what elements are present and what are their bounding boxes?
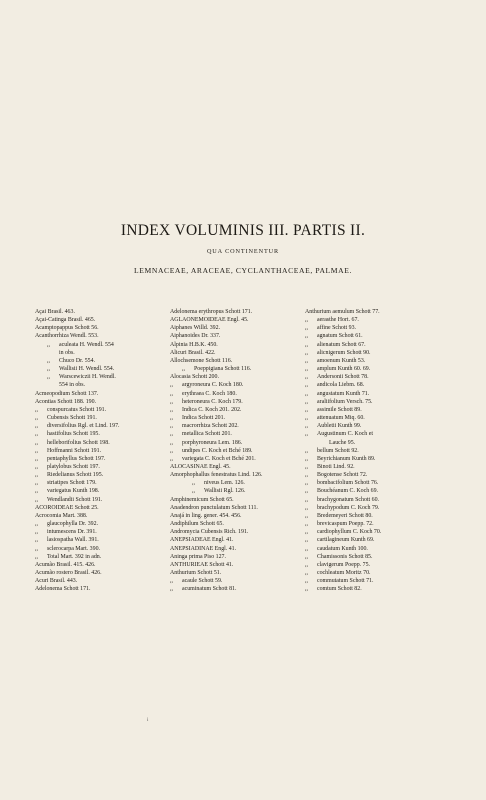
entry-text: Aiphanoides Dr. 337. [170,333,221,340]
index-entry [170,414,306,422]
entry-text: Hoffmanni Schott 191. [47,447,102,454]
ditto-mark: ,, [170,439,173,446]
entry-text: cardiophyllum C. Koch 70. [317,529,382,536]
ditto-mark: ,, [305,333,308,340]
index-entry [305,512,441,520]
index-entry [35,332,171,340]
entry-text: hastifolius Schott 195. [47,431,100,438]
index-entry [35,349,171,357]
index-entry [305,577,441,585]
entry-text: Anadendron punctulatum Schott 111. [170,504,258,511]
index-entry [35,585,171,593]
families-heading: LEMNACEAE, ARACEAE, CYCLANTHACEAE, PALMAE. [134,266,352,275]
index-entry [170,349,306,357]
index-entry [35,528,171,536]
index-entry [35,406,171,414]
entry-text: brachygonatum Schott 60. [317,496,380,503]
entry-text: Indica Schott 201. [182,415,226,422]
entry-text: Bredemeyeri Schott 80. [317,512,373,519]
ditto-mark: ,, [35,415,38,422]
ditto-mark: ,, [305,488,308,495]
entry-text: heteroneura C. Koch 179. [182,398,243,405]
entry-text: metallica Schott 201. [182,431,232,438]
ditto-mark: ,, [35,553,38,560]
index-column-1 [35,308,171,593]
ditto-mark: ,, [305,561,308,568]
entry-text: 554 in obs. [59,382,86,389]
index-entry [305,487,441,495]
ditto-mark: ,, [35,480,38,487]
index-entry [305,455,441,463]
entry-text: cartilagineum Kunth 69. [317,537,375,544]
index-entry [170,479,306,487]
index-entry [170,471,306,479]
entry-text: affine Schott 93. [317,325,356,332]
entry-text: Poeppigiana Schott 116. [194,366,252,373]
entry-text: Augustinum C. Koch et [317,431,373,438]
entry-text: variegatus Kunth 198. [47,488,100,495]
index-entry [35,471,171,479]
index-entry [170,381,306,389]
index-entry [35,504,171,512]
index-entry [170,390,306,398]
ditto-mark: ,, [35,423,38,430]
entry-text: Aiphanes Willd. 392. [170,325,221,332]
entry-text: Adelonema Schott 171. [35,586,91,593]
index-entry [35,545,171,553]
index-entry [305,422,441,430]
entry-text: Beyrichianum Kunth 89. [317,455,376,462]
ditto-mark: ,, [35,496,38,503]
entry-text: Aubletii Kunth 99. [317,423,362,430]
entry-text: Acmeopodium Schott 137. [35,390,99,397]
ditto-mark: ,, [182,366,185,373]
ditto-mark: ,, [305,537,308,544]
ditto-mark: ,, [305,480,308,487]
ditto-mark: ,, [35,431,38,438]
index-entry [305,357,441,365]
entry-text: ANEPSIADEAE Engl. 41. [170,537,234,544]
index-entry [170,373,306,381]
entry-text: Alpinia H.B.K. 450. [170,341,218,348]
index-entry [170,463,306,471]
ditto-mark: ,, [35,406,38,413]
entry-text: bombacifolium Schott 76. [317,480,379,487]
index-entry [35,381,171,389]
index-entry [170,316,306,324]
ditto-mark: ,, [305,447,308,454]
entry-text: andicola Liebm. 68. [317,382,365,389]
entry-text: assimile Schott 89. [317,406,362,413]
index-entry [35,341,171,349]
entry-text: platylobus Schott 197. [47,463,100,470]
index-entry [305,504,441,512]
ditto-mark: ,, [305,382,308,389]
entry-text: diversifolius Rgl. et Lind. 197. [47,423,120,430]
index-entry [305,528,441,536]
entry-text: Total Mart. 392 in adn. [47,553,102,560]
index-entry [305,569,441,577]
entry-text: Acrocomia Mart. 388. [35,512,88,519]
entry-text: pentaphyllus Schott 197. [47,455,106,462]
index-entry [305,545,441,553]
index-entry [305,439,441,447]
index-entry [35,553,171,561]
entry-text: glaucophylla Dr. 392. [47,521,99,528]
ditto-mark: ,, [35,447,38,454]
ditto-mark: ,, [35,439,38,446]
entry-text: Riedelianus Schott 195. [47,472,104,479]
index-entry [35,308,171,316]
ditto-mark: ,, [47,366,50,373]
entry-text: variegata C. Koch et Bché 201. [182,455,256,462]
ditto-mark: ,, [170,415,173,422]
ditto-mark: ,, [170,586,173,593]
ditto-mark: ,, [35,463,38,470]
index-entry [305,390,441,398]
index-entry [305,373,441,381]
entry-text: aculeata H. Wendl. 554 [59,341,114,348]
ditto-mark: ,, [305,325,308,332]
index-entry [305,341,441,349]
ditto-mark: ,, [305,390,308,397]
entry-text: Acumão rostero Brasil. 426. [35,570,102,576]
index-entry [170,504,306,512]
entry-text: Allochsemone Schott 116. [170,357,233,364]
entry-text: sclerocarpa Mart. 390. [47,545,100,552]
entry-text: angustatum Kunth 71. [317,390,370,397]
entry-text: ANTHURIEAE Schott 41. [170,561,234,568]
ditto-mark: ,, [192,480,195,487]
ditto-mark: ,, [305,455,308,462]
index-entry [305,471,441,479]
ditto-mark: ,, [170,578,173,585]
index-entry [35,439,171,447]
index-entry [305,536,441,544]
index-entry [170,520,306,528]
ditto-mark: ,, [305,512,308,519]
entry-text: Bouchéanum C. Koch 69. [317,488,379,495]
ditto-mark: ,, [305,529,308,536]
index-entry [35,463,171,471]
index-entry [305,585,441,593]
entry-text: ACOROIDEAE Schott 25. [35,504,99,511]
ditto-mark: ,, [35,472,38,479]
ditto-mark: ,, [170,447,173,454]
entry-text: Alocasia Schott 200. [170,374,219,381]
index-entry [305,479,441,487]
index-entry [35,487,171,495]
ditto-mark: ,, [35,537,38,544]
index-entry [170,528,306,536]
index-entry [305,308,441,316]
index-entry [170,332,306,340]
ditto-mark: ,, [305,570,308,576]
index-entry [170,512,306,520]
index-entry [170,536,306,544]
entry-text: Andromycia Cubensis Rich. 191. [170,529,249,536]
index-entry [35,569,171,577]
index-entry [170,447,306,455]
ditto-mark: ,, [35,455,38,462]
entry-text: commutatum Schott 71. [317,578,374,585]
ditto-mark: ,, [170,406,173,413]
entry-text: bellum Schott 92. [317,447,359,454]
entry-text: Andiphilum Schott 65. [170,521,224,528]
entry-text: Acumão Brasil. 415. 426. [35,561,96,568]
entry-text: Wallisii Rgl. 126. [204,488,246,495]
index-entry [305,520,441,528]
ditto-mark: ,, [305,357,308,364]
ditto-mark: ,, [35,529,38,536]
ditto-mark: ,, [192,488,195,495]
entry-text: Anthurium Schott 51. [170,570,222,576]
index-entry [170,398,306,406]
page-title: INDEX VOLUMINIS III. PARTIS II. [120,222,366,239]
index-entry [35,430,171,438]
ditto-mark: ,, [305,521,308,528]
entry-text: Anajá in ling. gener. 454. 456. [170,512,242,519]
entry-text: Acamptopappus Schott 56. [35,325,99,332]
entry-text: Indica C. Koch 201. 202. [182,406,242,413]
ditto-mark: ,, [305,472,308,479]
entry-text: brachypodum C. Koch 79. [317,504,380,511]
entry-text: Lauche 95. [329,439,356,446]
entry-text: erythraea C. Koch 180. [182,390,237,397]
entry-text: acaule Schott 59. [182,578,223,585]
ditto-mark: ,, [35,545,38,552]
index-entry [35,577,171,585]
entry-text: caudatum Kunth 100. [317,545,368,552]
index-entry [35,357,171,365]
entry-text: Açai-Catinga Brasil. 465. [35,317,96,324]
entry-text: Chamissonis Schott 85. [317,553,373,560]
ditto-mark: ,, [305,349,308,356]
ditto-mark: ,, [305,317,308,324]
ditto-mark: ,, [305,553,308,560]
index-entry [170,308,306,316]
entry-text: macrorrhiza Schott 202. [182,423,239,430]
entry-text: Acanthorrhiza Wendl. 553. [35,333,99,340]
index-entry [35,365,171,373]
index-entry [35,512,171,520]
page-mark: i [147,718,149,723]
entry-text: Chuco Dr. 554. [59,357,95,364]
index-entry [305,332,441,340]
index-entry [170,455,306,463]
entry-text: lasiospatha Wall. 391. [47,537,99,544]
ditto-mark: ,, [305,504,308,511]
index-entry [170,496,306,504]
entry-text: Amphinemicum Schott 65. [170,496,234,503]
index-column-2 [170,308,306,593]
ditto-mark: ,, [305,431,308,438]
index-entry [35,536,171,544]
entry-text: comtum Schott 82. [317,586,362,593]
entry-text: Adelonema erythropus Schott 171. [170,309,253,315]
entry-text: conspurcatus Schott 191. [47,406,107,413]
index-entry [170,487,306,495]
page-subtitle: QUA CONTINENTUR [206,248,280,255]
index-entry [35,390,171,398]
ditto-mark: ,, [35,488,38,495]
index-entry [35,373,171,381]
ditto-mark: ,, [35,521,38,528]
index-entry [170,585,306,593]
index-entry [35,398,171,406]
index-entry [170,577,306,585]
index-entry [305,365,441,373]
entry-text: Açai Brasil. 463. [35,309,75,315]
ditto-mark: ,, [305,586,308,593]
entry-text: alicnigerum Schott 90. [317,349,371,356]
entry-text: Aninga prima Piso 127. [170,553,226,560]
ditto-mark: ,, [305,366,308,373]
ditto-mark: ,, [305,341,308,348]
index-entry [305,398,441,406]
entry-text: AGLAONEMOIDEAE Engl. 45. [170,317,249,324]
index-entry [170,439,306,447]
ditto-mark: ,, [305,496,308,503]
entry-text: acuminatum Schott 81. [182,586,237,593]
entry-text: Cubensis Schott 191. [47,415,97,422]
ditto-mark: ,, [305,463,308,470]
index-entry [170,561,306,569]
index-entry [305,381,441,389]
index-entry [35,422,171,430]
entry-text: argyroneura C. Koch 180. [182,382,244,389]
index-entry [305,349,441,357]
index-entry [170,545,306,553]
entry-text: helleborifolius Schott 198. [47,439,110,446]
index-entry [170,341,306,349]
entry-text: attenuatum Miq. 60. [317,415,365,422]
index-entry [35,479,171,487]
entry-text: agnatum Schott 61. [317,333,363,340]
entry-text: striatipes Schott 179. [47,480,97,487]
ditto-mark: ,, [47,341,50,348]
index-entry [35,496,171,504]
entry-text: aerasthe Hort. 67. [317,317,359,324]
entry-text: ANEPSIADINAE Engl. 41. [170,545,237,552]
entry-text: Alicuri Brasil. 422. [170,349,216,356]
index-entry [35,414,171,422]
index-entry [170,365,306,373]
index-entry [170,553,306,561]
ditto-mark: ,, [170,431,173,438]
entry-text: Wendlandii Schott 191. [47,496,103,503]
ditto-mark: ,, [170,423,173,430]
entry-text: Bogotense Schott 72. [317,472,368,479]
ditto-mark: ,, [170,390,173,397]
entry-text: Amorphophallus fenestratus Lind. 126. [170,472,263,479]
index-column-3 [305,308,441,593]
ditto-mark: ,, [47,357,50,364]
index-entry [170,569,306,577]
entry-text: in obs. [59,349,75,356]
index-entry [305,324,441,332]
entry-text: Wallisii H. Wendl. 554. [59,366,115,373]
entry-text: Acontias Schott 188. 190. [35,398,97,405]
index-entry [170,430,306,438]
entry-text: intumescens Dr. 391. [47,529,97,536]
index-entry [305,496,441,504]
entry-text: Andersonii Schott 78. [317,374,369,381]
index-entry [35,324,171,332]
ditto-mark: ,, [305,423,308,430]
entry-text: niveus Lem. 126. [204,480,245,487]
entry-text: Binoti Lind. 92. [317,463,355,470]
ditto-mark: ,, [305,545,308,552]
ditto-mark: ,, [170,382,173,389]
entry-text: Warscewiczii H. Wendl. [59,374,116,381]
entry-text: alienatum Schott 67. [317,341,366,348]
entry-text: Anthurium aemulum Schott 77. [305,309,380,315]
entry-text: cochleatum Moritz 70. [317,570,371,576]
index-entry [305,414,441,422]
index-entry [170,406,306,414]
ditto-mark: ,, [305,398,308,405]
entry-text: araliifolium Versch. 75. [317,398,373,405]
index-entry [170,357,306,365]
entry-text: amoenum Kunth 53. [317,357,366,364]
ditto-mark: ,, [170,455,173,462]
ditto-mark: ,, [47,374,50,381]
index-entry [35,316,171,324]
entry-text: amplum Kunth 60. 69. [317,366,371,373]
index-entry [305,406,441,414]
index-entry [35,561,171,569]
ditto-mark: ,, [305,578,308,585]
index-entry [305,463,441,471]
index-entry [305,316,441,324]
index-entry [170,324,306,332]
index-entry [35,520,171,528]
index-entry [305,447,441,455]
index-entry [305,430,441,438]
index-entry [305,561,441,569]
index-entry [35,447,171,455]
entry-text: ALOCASINAE Engl. 45. [170,463,231,470]
entry-text: clavigerum Poepp. 75. [317,561,371,568]
ditto-mark: ,, [170,398,173,405]
entry-text: porphyroneura Lem. 186. [182,439,243,446]
index-entry [170,422,306,430]
entry-text: undipes C. Koch et Bché 189. [182,447,253,454]
index-entry [35,455,171,463]
ditto-mark: ,, [305,406,308,413]
ditto-mark: ,, [305,374,308,381]
entry-text: Acuri Brasil. 443. [35,578,78,585]
ditto-mark: ,, [305,415,308,422]
entry-text: brevicaspum Poepp. 72. [317,521,374,528]
index-entry [305,553,441,561]
